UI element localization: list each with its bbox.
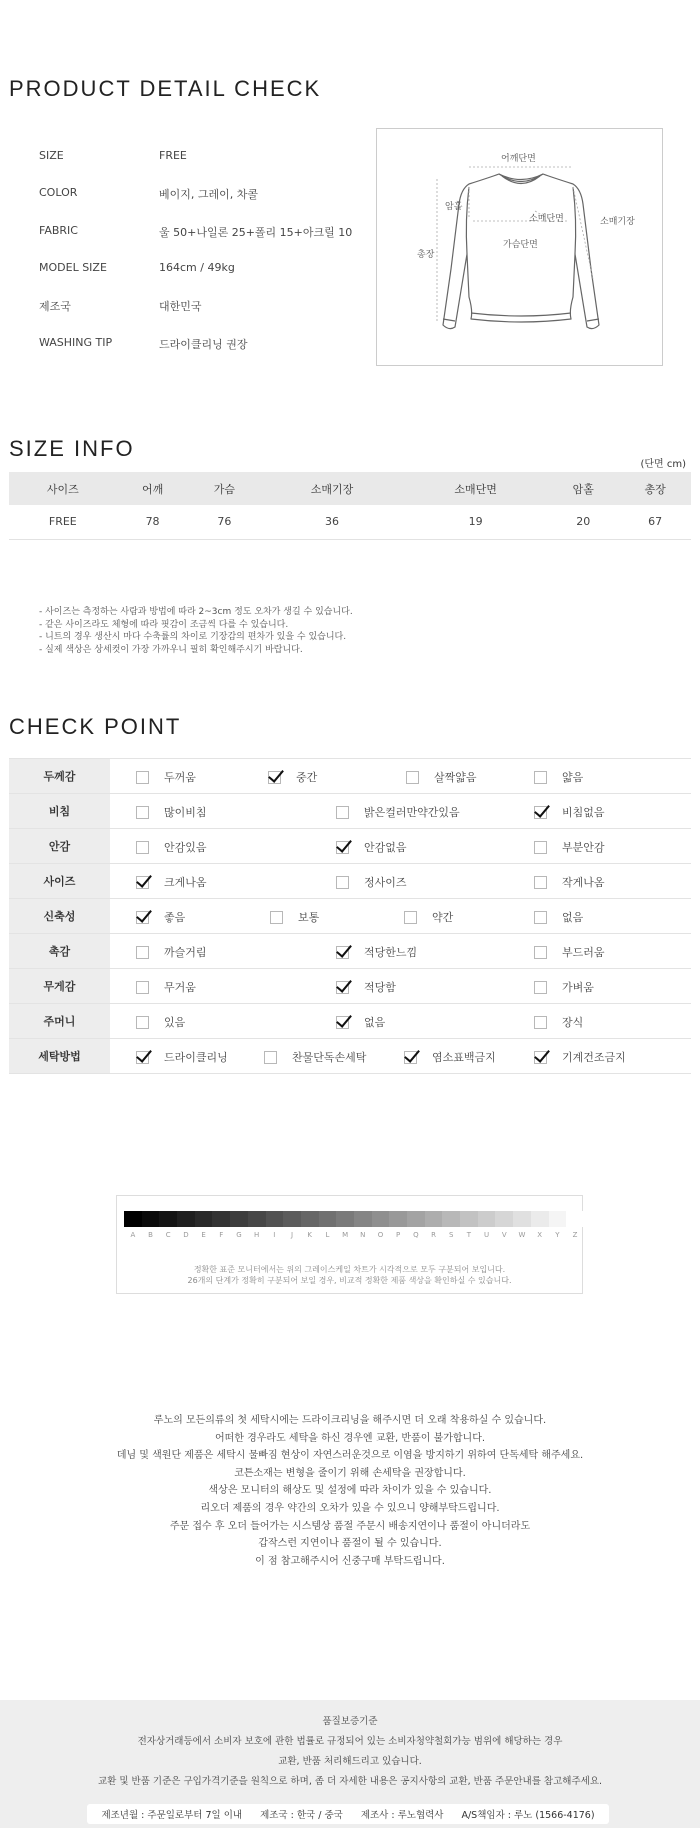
check-option-label: 중간 <box>296 771 318 784</box>
unchecked-box-icon[interactable] <box>534 841 547 854</box>
size-row <box>9 505 691 539</box>
checked-box-icon[interactable] <box>136 1051 149 1064</box>
check-option-label: 안감없음 <box>364 841 407 854</box>
check-row <box>9 759 691 794</box>
size-header-cell: 소매단면 <box>404 472 548 505</box>
check-option-label: 없음 <box>364 1016 386 1029</box>
check-option[interactable] <box>136 769 196 785</box>
check-option[interactable] <box>264 1049 366 1065</box>
sketch-label-armhole: 암홀 <box>445 202 463 212</box>
unchecked-box-icon[interactable] <box>136 806 149 819</box>
gray-swatch <box>212 1211 230 1227</box>
check-options <box>110 969 691 1004</box>
gray-swatch <box>389 1211 407 1227</box>
check-option[interactable] <box>136 979 196 995</box>
manufacturer-info-bar <box>87 1804 609 1824</box>
check-option-label: 적당한느낌 <box>364 946 418 959</box>
detail-key: COLOR <box>39 186 78 200</box>
check-option[interactable] <box>136 1049 228 1065</box>
check-options <box>110 829 691 864</box>
check-options <box>110 1039 691 1074</box>
gray-swatch <box>407 1211 425 1227</box>
unchecked-box-icon[interactable] <box>270 911 283 924</box>
check-option[interactable] <box>270 909 319 925</box>
unchecked-box-icon[interactable] <box>534 771 547 784</box>
gray-swatch <box>549 1211 567 1227</box>
gray-letter: Q <box>413 1231 419 1239</box>
grayscale-strip <box>124 1211 584 1227</box>
check-options <box>110 899 691 934</box>
sketch-label-total-length: 총장 <box>417 250 435 260</box>
gray-letter: E <box>201 1231 206 1239</box>
check-option[interactable] <box>534 804 605 820</box>
detail-row <box>39 298 202 314</box>
check-option-label: 적당함 <box>364 981 396 994</box>
gray-letter: Z <box>572 1231 578 1239</box>
check-label: 두께감 <box>9 759 110 794</box>
detail-key: 제조국 <box>39 300 71 314</box>
sketch-label-sleeve-width: 소매단면 <box>529 214 564 224</box>
size-header-cell: 총장 <box>619 472 691 505</box>
check-options <box>110 1004 691 1039</box>
check-option[interactable] <box>534 1049 626 1065</box>
footer-bar-item: 제조년월 : 주문일로부터 7일 이내 <box>101 1810 243 1821</box>
checked-box-icon[interactable] <box>534 806 547 819</box>
gray-desc-line: 정확한 표준 모니터에서는 위의 그레이스케일 차트가 시각적으로 모두 구분되어 보입니다. <box>193 1265 506 1274</box>
gray-swatch <box>230 1211 248 1227</box>
unchecked-box-icon[interactable] <box>406 771 419 784</box>
checked-box-icon[interactable] <box>136 911 149 924</box>
check-option[interactable] <box>336 1014 385 1030</box>
check-option[interactable] <box>534 769 583 785</box>
check-option-label: 있음 <box>164 1016 186 1029</box>
sketch-label-shoulder: 어깨단면 <box>501 154 536 164</box>
unchecked-box-icon[interactable] <box>336 806 349 819</box>
unchecked-box-icon[interactable] <box>404 911 417 924</box>
check-option-label: 약간 <box>432 911 454 924</box>
care-notice <box>0 1412 700 1570</box>
size-cell: 20 <box>547 505 619 539</box>
gray-letter: A <box>130 1231 136 1239</box>
unchecked-box-icon[interactable] <box>264 1051 277 1064</box>
footer-line: 교환 및 반품 기준은 구입가격기준을 원칙으로 하며, 좀 더 자세한 내용은 공지사항의 교환, 반품 주문안내를 참고해주세요. <box>97 1776 603 1787</box>
footer-line: 품질보증기준 <box>322 1716 378 1727</box>
gray-letter: Y <box>555 1231 560 1239</box>
detail-key: FABRIC <box>39 223 78 237</box>
check-options <box>110 864 691 899</box>
unchecked-box-icon[interactable] <box>336 876 349 889</box>
unchecked-box-icon[interactable] <box>136 981 149 994</box>
check-option-label: 드라이클리닝 <box>164 1051 228 1064</box>
check-option[interactable] <box>534 839 605 855</box>
check-option-label: 정사이즈 <box>364 876 407 889</box>
gray-swatch <box>566 1211 584 1227</box>
size-unit-note: (단면 cm) <box>640 459 686 470</box>
check-option-label: 없음 <box>562 911 584 924</box>
check-option[interactable] <box>136 804 207 820</box>
size-notes <box>39 606 353 657</box>
gray-swatch <box>177 1211 195 1227</box>
gray-letter: T <box>466 1231 472 1239</box>
gray-swatch <box>319 1211 337 1227</box>
check-option-label: 비침없음 <box>562 806 605 819</box>
detail-row <box>39 186 258 202</box>
grayscale-letters <box>124 1231 584 1239</box>
check-option[interactable] <box>534 944 605 960</box>
note-line: - 실제 색상은 상세컷이 가장 가까우니 필히 확인해주시기 바랍니다. <box>39 645 303 656</box>
detail-value: 드라이클리닝 권장 <box>159 337 248 351</box>
detail-row <box>39 261 235 274</box>
check-option[interactable] <box>336 804 460 820</box>
size-header-cell: 소매기장 <box>260 472 404 505</box>
check-option[interactable] <box>268 769 317 785</box>
grayscale-description <box>117 1264 582 1286</box>
gray-swatch <box>425 1211 443 1227</box>
footer-bar-item: 제조사 : 루노협력사 <box>360 1810 444 1821</box>
care-line: 루노의 모든의류의 첫 세탁시에는 드라이크리닝을 해주시면 더 오래 착용하실 수 있습니다. <box>153 1415 547 1426</box>
gray-swatch <box>142 1211 160 1227</box>
checked-box-icon[interactable] <box>404 1051 417 1064</box>
check-option[interactable] <box>534 979 594 995</box>
check-label: 세탁방법 <box>9 1039 110 1074</box>
check-row <box>9 1004 691 1039</box>
gray-letter: J <box>290 1231 294 1239</box>
check-option-label: 찬물단독손세탁 <box>292 1051 367 1064</box>
check-option-label: 가벼움 <box>562 981 594 994</box>
gray-letter: D <box>183 1231 189 1239</box>
check-option-label: 얇음 <box>562 771 584 784</box>
check-label: 안감 <box>9 829 110 864</box>
check-option[interactable] <box>534 909 583 925</box>
quality-standard-text <box>0 1700 700 1792</box>
unchecked-box-icon[interactable] <box>534 1016 547 1029</box>
note-line: - 니트의 경우 생산시 마다 수축률의 차이로 기장감의 편차가 있을 수 있습니다. <box>39 632 347 643</box>
checked-box-icon[interactable] <box>136 876 149 889</box>
checked-box-icon[interactable] <box>336 841 349 854</box>
checked-box-icon[interactable] <box>336 1016 349 1029</box>
gray-letter: H <box>254 1231 260 1239</box>
detail-key: WASHING TIP <box>39 335 113 349</box>
gray-swatch <box>495 1211 513 1227</box>
gray-letter: G <box>236 1231 242 1239</box>
check-options <box>110 934 691 969</box>
checked-box-icon[interactable] <box>336 981 349 994</box>
note-line: - 사이즈는 측정하는 사람과 방법에 따라 2~3cm 정도 오차가 생길 수 있습니다. <box>39 607 353 617</box>
detail-key: MODEL SIZE <box>39 260 107 274</box>
check-option-label: 보통 <box>298 911 320 924</box>
gray-letter: I <box>273 1231 276 1239</box>
size-cell: 19 <box>404 505 548 539</box>
grayscale-chart <box>116 1195 583 1294</box>
gray-letter: N <box>360 1231 366 1239</box>
gray-swatch <box>372 1211 390 1227</box>
detail-row <box>39 336 248 352</box>
check-row <box>9 969 691 1004</box>
check-option[interactable] <box>336 979 396 995</box>
care-line: 색상은 모니터의 해상도 및 설정에 따라 차이가 있을 수 있습니다. <box>208 1485 492 1497</box>
care-line: 이 점 참고해주시어 신중구매 부탁드립니다. <box>255 1555 445 1567</box>
gray-letter: X <box>537 1231 543 1239</box>
size-table <box>9 472 691 540</box>
check-option[interactable] <box>136 1014 185 1030</box>
size-header-cell: 사이즈 <box>9 472 117 505</box>
size-info-title: SIZE INFO <box>9 436 135 461</box>
check-option-label: 작게나옴 <box>562 876 605 889</box>
check-option[interactable] <box>336 874 407 890</box>
care-line: 갑작스런 지연이나 품절이 될 수 있습니다. <box>258 1538 442 1550</box>
gray-swatch <box>531 1211 549 1227</box>
check-label: 신축성 <box>9 899 110 934</box>
gray-swatch <box>513 1211 531 1227</box>
size-header-cell: 어깨 <box>117 472 189 505</box>
checked-box-icon[interactable] <box>268 771 281 784</box>
detail-row <box>39 149 187 162</box>
sketch-label-chest: 가슴단면 <box>503 240 538 250</box>
check-option-label: 장식 <box>562 1016 584 1029</box>
check-row <box>9 1039 691 1074</box>
check-row <box>9 829 691 864</box>
checked-box-icon[interactable] <box>534 1051 547 1064</box>
check-option-label: 두꺼움 <box>164 771 196 784</box>
detail-value: 164cm / 49kg <box>159 260 235 274</box>
gray-swatch <box>336 1211 354 1227</box>
gray-letter: O <box>377 1231 384 1239</box>
product-detail-title: PRODUCT DETAIL CHECK <box>9 76 322 101</box>
check-option[interactable] <box>404 1049 496 1065</box>
gray-swatch <box>159 1211 177 1227</box>
care-line: 주문 접수 후 오더 들어가는 시스템상 품절 주문시 배송지연이나 품절이 아니더라도 <box>169 1520 531 1532</box>
checked-box-icon[interactable] <box>336 946 349 959</box>
size-cell: 36 <box>260 505 404 539</box>
gray-letter: R <box>431 1231 436 1239</box>
check-option-label: 까슬거림 <box>164 946 207 959</box>
care-line: 어떠한 경우라도 세탁을 하신 경우엔 교환, 반품이 불가합니다. <box>214 1432 486 1444</box>
size-cell: 76 <box>188 505 260 539</box>
gray-letter: B <box>148 1231 153 1239</box>
check-option-label: 염소표백금지 <box>432 1051 496 1064</box>
gray-swatch <box>301 1211 319 1227</box>
check-option[interactable] <box>336 944 417 960</box>
gray-swatch <box>124 1211 142 1227</box>
check-row <box>9 899 691 934</box>
check-option[interactable] <box>136 839 207 855</box>
footer-bar-item: A/S책임자 : 루노 (1566-4176) <box>461 1810 595 1821</box>
size-header-cell: 가슴 <box>188 472 260 505</box>
unchecked-box-icon[interactable] <box>136 946 149 959</box>
unchecked-box-icon[interactable] <box>534 981 547 994</box>
gray-swatch <box>460 1211 478 1227</box>
unchecked-box-icon[interactable] <box>136 771 149 784</box>
check-label: 비침 <box>9 794 110 829</box>
check-option[interactable] <box>534 1014 583 1030</box>
check-options <box>110 794 691 829</box>
gray-letter: U <box>484 1231 490 1239</box>
detail-row <box>39 224 352 240</box>
check-label: 사이즈 <box>9 864 110 899</box>
check-option-label: 많이비침 <box>164 806 207 819</box>
check-option-label: 밝은컬러만약간있음 <box>364 806 460 819</box>
footer-line: 교환, 반품 처리해드리고 있습니다. <box>278 1756 422 1767</box>
gray-swatch <box>478 1211 496 1227</box>
detail-value: 베이지, 그레이, 차콜 <box>159 188 258 202</box>
unchecked-box-icon[interactable] <box>534 946 547 959</box>
gray-letter: W <box>518 1231 526 1239</box>
check-label: 촉감 <box>9 934 110 969</box>
gray-letter: L <box>325 1231 330 1239</box>
gray-letter: P <box>396 1231 401 1239</box>
gray-swatch <box>266 1211 284 1227</box>
check-label: 주머니 <box>9 1004 110 1039</box>
unchecked-box-icon[interactable] <box>136 1016 149 1029</box>
gray-letter: V <box>501 1231 507 1239</box>
check-options <box>110 759 691 794</box>
size-cell: FREE <box>9 505 117 539</box>
detail-value: FREE <box>159 149 187 162</box>
care-line: 코튼소재는 변형을 줄이기 위해 손세탁을 권장합니다. <box>234 1467 466 1479</box>
check-point-title: CHECK POINT <box>9 714 182 739</box>
care-line: 리오더 제품의 경우 약간의 오차가 있을 수 있으니 양해부탁드립니다. <box>200 1502 500 1514</box>
check-option[interactable] <box>136 909 185 925</box>
size-table-header <box>9 472 691 505</box>
footer-bar-item: 제조국 : 한국 / 중국 <box>260 1810 343 1821</box>
gray-letter: F <box>219 1231 224 1239</box>
gray-letter: S <box>448 1231 454 1239</box>
check-option[interactable] <box>534 874 605 890</box>
gray-swatch <box>442 1211 460 1227</box>
check-option[interactable] <box>136 944 207 960</box>
care-line: 데님 및 색원단 제품은 세탁시 물빠짐 현상이 자연스러운것으로 이염을 방지하기 위하여 단독세탁 해주세요. <box>116 1450 584 1462</box>
unchecked-box-icon[interactable] <box>534 911 547 924</box>
sketch-label-sleeve-length: 소매기장 <box>600 217 635 227</box>
gray-swatch <box>248 1211 266 1227</box>
unchecked-box-icon[interactable] <box>136 841 149 854</box>
detail-value: 울 50+나일론 25+폴리 15+아크릴 10 <box>159 225 353 239</box>
gray-swatch <box>283 1211 301 1227</box>
check-option-label: 부분안감 <box>562 841 605 854</box>
quality-footer <box>0 1700 700 1828</box>
check-row <box>9 794 691 829</box>
check-label: 무게감 <box>9 969 110 1004</box>
check-option[interactable] <box>136 874 207 890</box>
unchecked-box-icon[interactable] <box>534 876 547 889</box>
size-cell: 67 <box>619 505 691 539</box>
check-option-label: 살짝얇음 <box>434 771 477 784</box>
check-option-label: 기계건조금지 <box>562 1051 626 1064</box>
detail-key: SIZE <box>39 149 64 162</box>
gray-letter: K <box>307 1231 313 1239</box>
size-cell: 78 <box>117 505 189 539</box>
check-option-label: 안감있음 <box>164 841 207 854</box>
gray-desc-line: 26개의 단계가 정확히 구분되어 보일 경우, 비교적 정확한 제품 색상을 확인하실 수 있습니다. <box>187 1276 512 1285</box>
footer-line: 전자상거래등에서 소비자 보호에 관한 법률로 규정되어 있는 소비자청약철회가능 범위에 해당하는 경우 <box>137 1736 563 1747</box>
check-point-table <box>9 758 691 1074</box>
gray-letter: M <box>342 1231 349 1239</box>
check-option[interactable] <box>404 909 453 925</box>
check-option-label: 부드러움 <box>562 946 605 959</box>
detail-value: 대한민국 <box>159 300 202 314</box>
check-option-label: 크게나옴 <box>164 876 207 889</box>
check-row <box>9 864 691 899</box>
gray-letter: C <box>165 1231 171 1239</box>
size-header-cell: 암홀 <box>547 472 619 505</box>
check-option[interactable] <box>336 839 407 855</box>
gray-swatch <box>195 1211 213 1227</box>
check-row <box>9 934 691 969</box>
check-option-label: 무거움 <box>164 981 196 994</box>
check-option-label: 좋음 <box>164 911 186 924</box>
gray-swatch <box>354 1211 372 1227</box>
garment-sketch <box>376 128 663 366</box>
check-option[interactable] <box>406 769 477 785</box>
note-line: - 같은 사이즈라도 체형에 따라 핏감이 조금씩 다를 수 있습니다. <box>39 619 289 630</box>
